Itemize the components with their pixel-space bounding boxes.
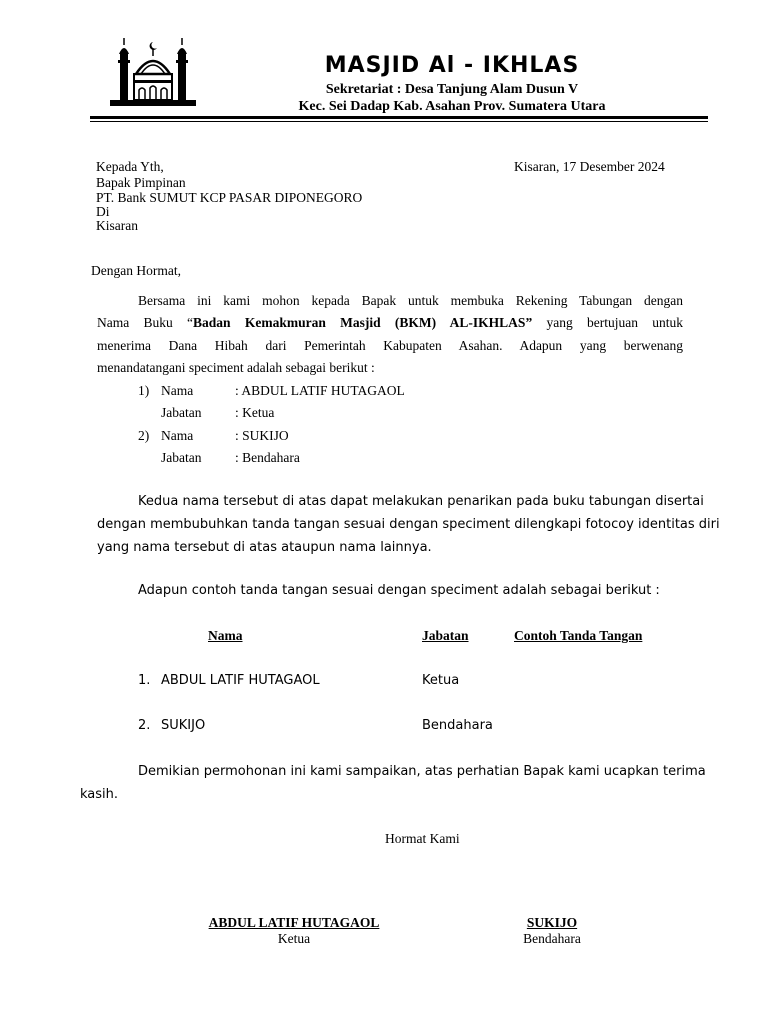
signatory-1-num: 1)	[138, 383, 150, 398]
recipient-di: Di	[96, 204, 110, 219]
book-name-suffix: yang bertujuan untuk	[532, 315, 684, 330]
salutation: Dengan Hormat,	[91, 263, 181, 278]
table-row-1-name: ABDUL LATIF HUTAGAOL	[161, 673, 320, 688]
closing-line-1: Demikian permohonan ini kami sampaikan, atas perhatian Bapak kami ucapkan terima	[138, 764, 706, 779]
table-row-1-position: Ketua	[422, 673, 460, 688]
secretariat-line: Sekretariat : Desa Tanjung Alam Dusun V	[325, 82, 579, 97]
signatory-1-pos-label: Jabatan	[161, 405, 202, 420]
signatory-2-pos-label: Jabatan	[161, 450, 202, 465]
paragraph-1-line-3: menerima Dana Hibah dari Pemerintah Kabupaten Asahan. Adapun yang berwenang	[97, 338, 683, 353]
signatory-2-num: 2)	[138, 428, 150, 443]
paragraph-1-line-4: menandatangani speciment adalah sebagai berikut :	[97, 360, 375, 375]
signatory-2-name-label: Nama	[161, 428, 194, 443]
signature-2-position: Bendahara	[523, 931, 581, 946]
signatory-2-pos-value: : Bendahara	[235, 450, 300, 465]
signature-1-position: Ketua	[277, 931, 311, 946]
letterhead-divider-thin	[90, 121, 708, 122]
recipient-to: Kepada Yth,	[96, 159, 164, 174]
table-header-position: Jabatan	[422, 628, 469, 643]
table-row-2-position: Bendahara	[422, 718, 493, 733]
recipient-city: Kisaran	[96, 218, 138, 233]
place-date: Kisaran, 17 Desember 2024	[514, 159, 665, 174]
signature-1-name: ABDUL LATIF HUTAGAOL	[208, 915, 380, 930]
recipient-title: Bapak Pimpinan	[96, 175, 186, 190]
signature-2-name: SUKIJO	[526, 915, 578, 930]
paragraph-2-line-1: Kedua nama tersebut di atas dapat melakukan penarikan pada buku tabungan disertai	[138, 494, 704, 509]
table-row-2-name: SUKIJO	[161, 718, 206, 733]
paragraph-1-line-1: Bersama ini kami mohon kepada Bapak untuk membuka Rekening Tabungan dengan	[138, 293, 683, 308]
signatory-1-name-label: Nama	[161, 383, 194, 398]
table-row-2-num: 2.	[138, 718, 151, 733]
book-name: Badan Kemakmuran Masjid (BKM) AL-IKHLAS”	[193, 315, 533, 330]
regards: Hormat Kami	[385, 831, 460, 846]
address-line: Kec. Sei Dadap Kab. Asahan Prov. Sumatera Utara	[298, 99, 606, 114]
table-row-1-num: 1.	[138, 673, 151, 688]
recipient-company: PT. Bank SUMUT KCP PASAR DIPONEGORO	[96, 190, 363, 205]
signatory-1-pos-value: : Ketua	[235, 405, 275, 420]
org-name: MASJID Al - IKHLAS	[324, 53, 580, 78]
signatory-1-name-value: : ABDUL LATIF HUTAGAOL	[235, 383, 405, 398]
signatory-2-name-value: : SUKIJO	[235, 428, 289, 443]
book-name-prefix: Nama Buku “	[97, 315, 194, 330]
mosque-icon	[108, 36, 198, 108]
paragraph-3: Adapun contoh tanda tangan sesuai dengan speciment adalah sebagai berikut :	[138, 583, 660, 598]
letterhead-divider-thick	[90, 116, 708, 119]
closing-line-2: kasih.	[80, 787, 119, 802]
table-header-name: Nama	[208, 628, 243, 643]
paragraph-2-line-3: yang nama tersebut di atas ataupun nama lainnya.	[97, 540, 432, 555]
table-header-signature: Contoh Tanda Tangan	[514, 628, 643, 643]
paragraph-1-line-2	[97, 315, 683, 331]
paragraph-2-line-2: dengan membubuhkan tanda tangan sesuai dengan speciment dilengkapi fotocoy identitas diri	[97, 517, 720, 532]
